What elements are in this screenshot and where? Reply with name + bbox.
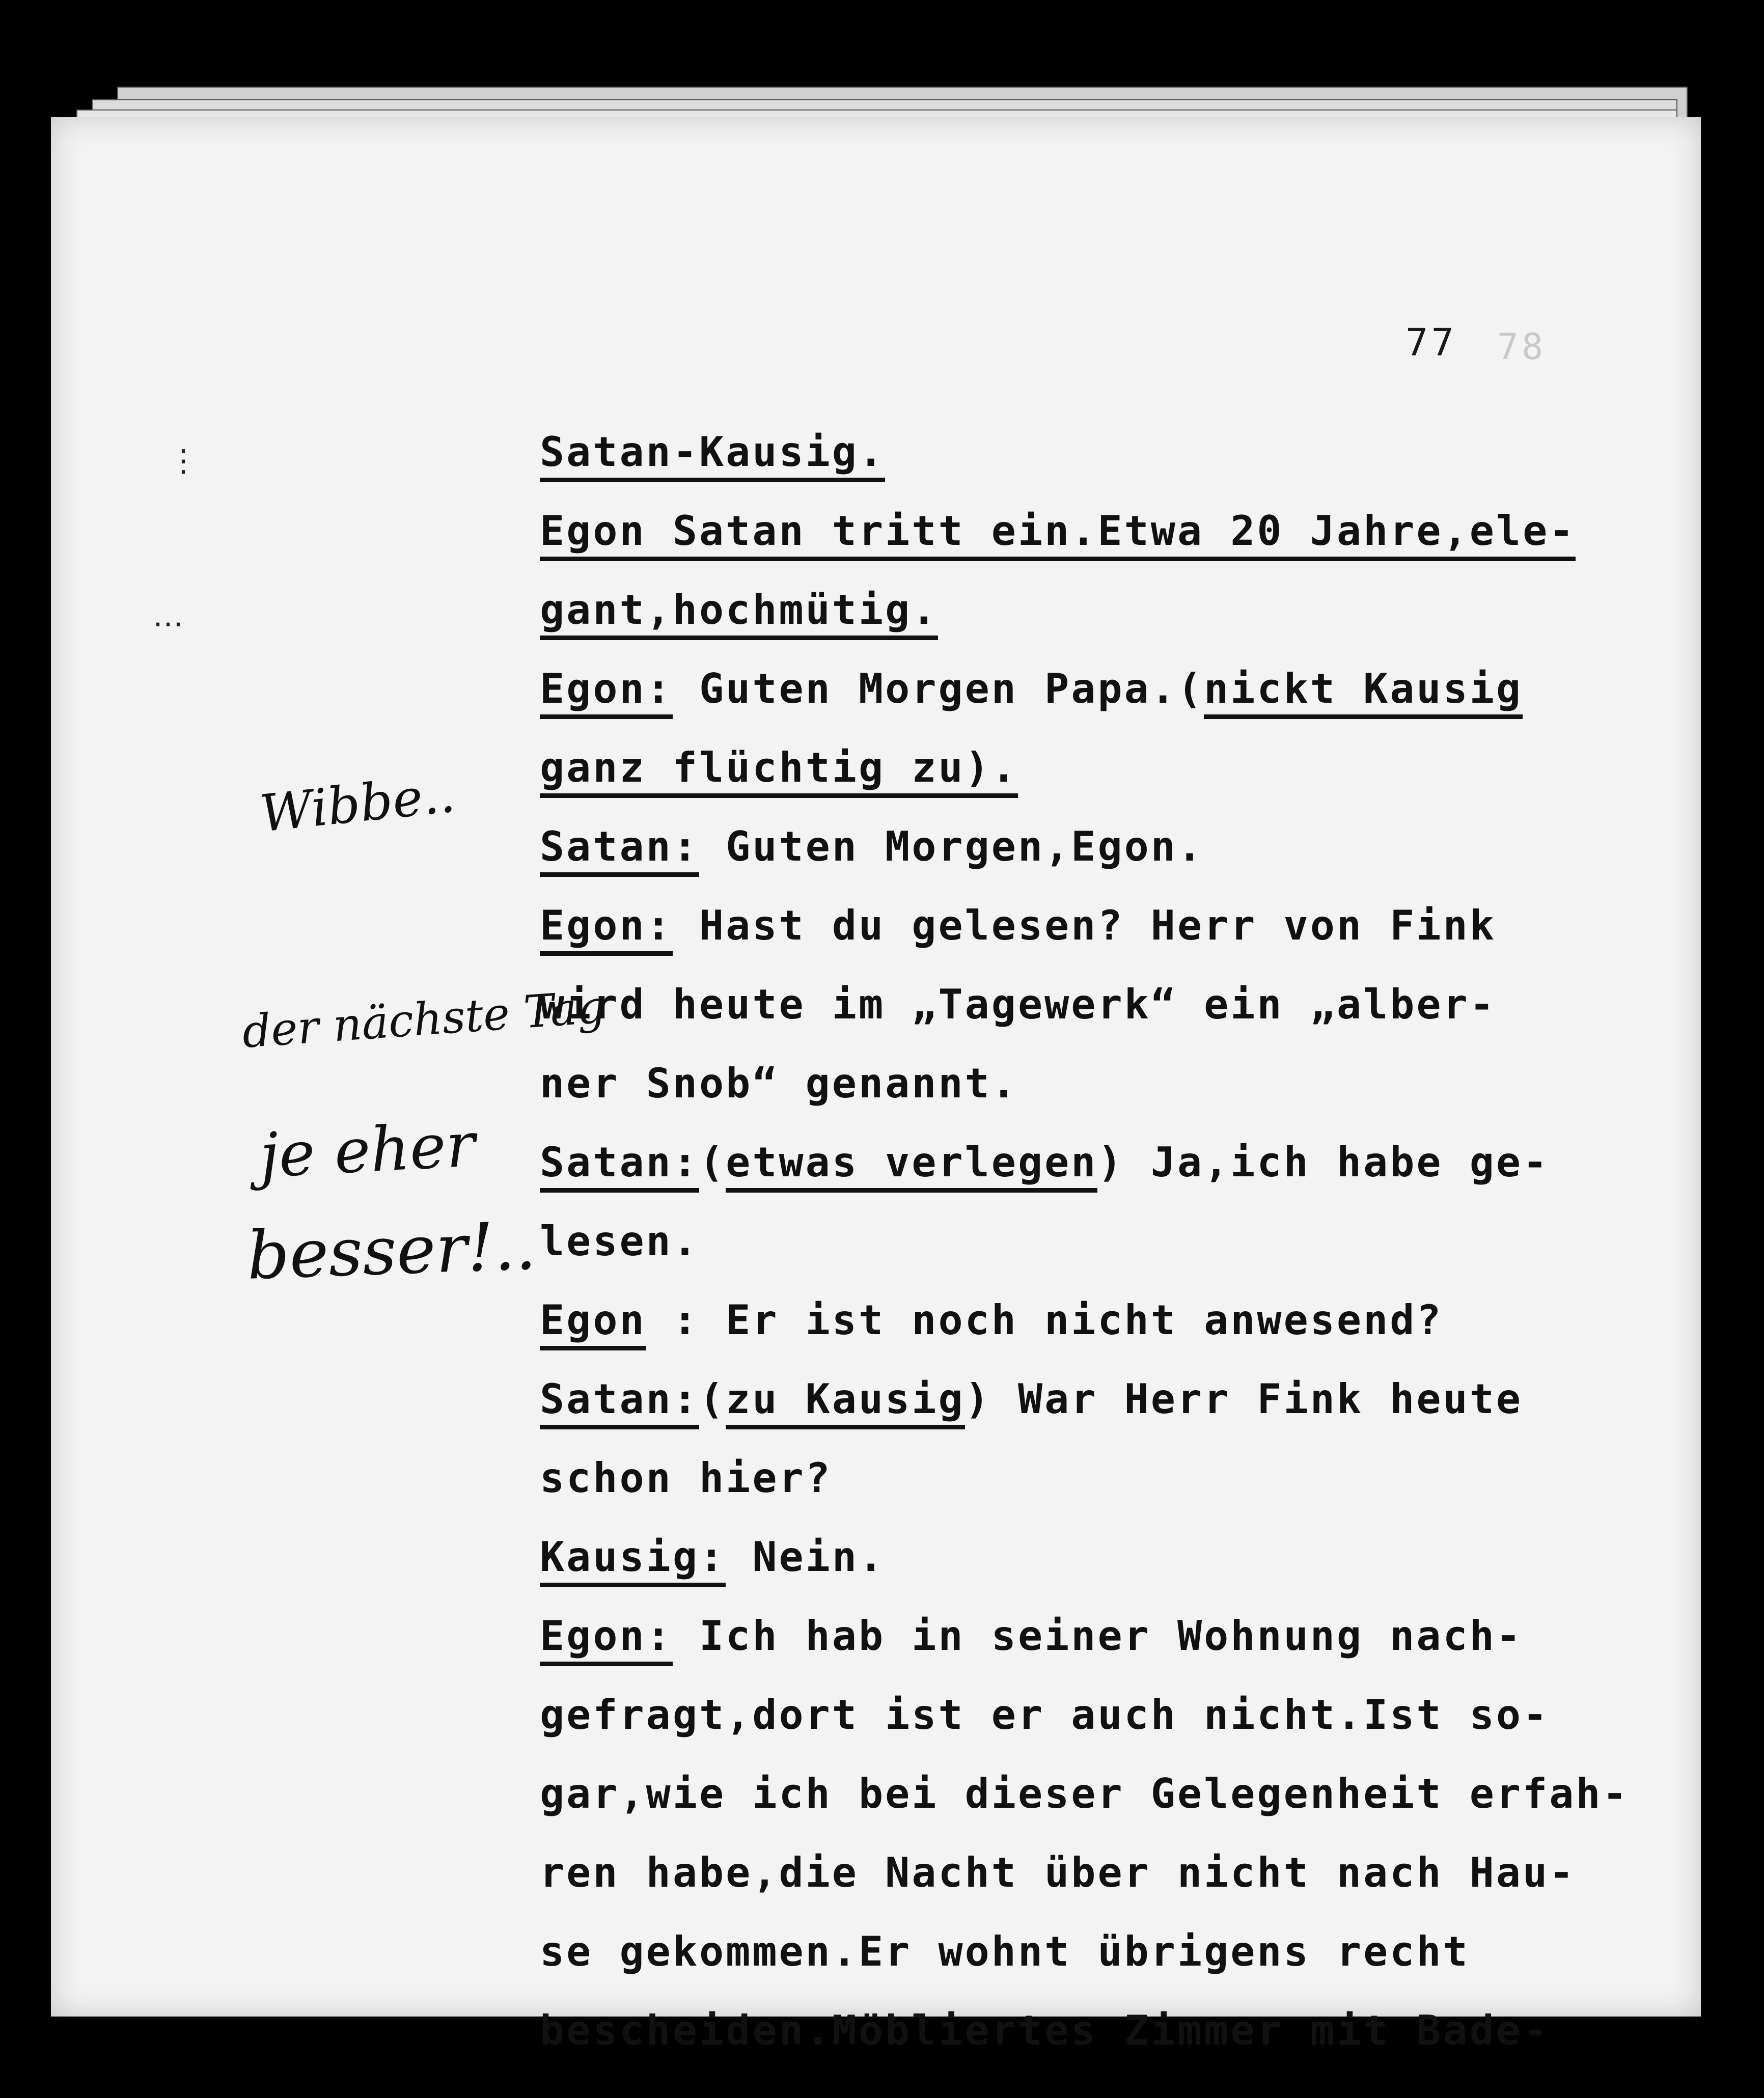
script-line [540, 965, 1721, 1044]
script-line [540, 491, 1721, 570]
line-text: bescheiden.Möbliertes Zimmer mit Bade- [540, 2007, 1550, 2054]
underlined-text: Egon Satan tritt ein.Etwa 20 Jahre,ele- [540, 507, 1576, 561]
typed-script-text [540, 412, 1721, 2070]
line-text: : Er ist noch nicht anwesend? [646, 1296, 1443, 1344]
script-line [540, 412, 1721, 491]
line-text: ren habe,die Nacht über nicht nach Hau- [540, 1849, 1576, 1896]
script-line [540, 1517, 1721, 1596]
script-line [540, 1281, 1721, 1360]
line-text: se gekommen.Er wohnt übrigens recht [540, 1928, 1470, 1975]
underlined-text: nickt Kausig [1204, 665, 1523, 719]
line-text: ) Ja,ich habe ge- [1097, 1139, 1550, 1186]
script-line [540, 1991, 1721, 2070]
underlined-text: Satan: [540, 1139, 699, 1193]
underlined-text: Egon [540, 1296, 646, 1350]
script-line [540, 1912, 1721, 1991]
script-line [540, 570, 1721, 649]
underlined-text: etwas verlegen [726, 1139, 1097, 1193]
script-line [540, 1360, 1721, 1439]
margin-note: je eher [258, 1110, 477, 1192]
script-line [540, 1833, 1721, 1912]
manuscript-page [51, 117, 1701, 2054]
underlined-text: ganz flüchtig zu). [540, 744, 1018, 798]
line-text: ( [699, 1375, 726, 1423]
underlined-text: Egon: [540, 902, 673, 956]
line-text: wird heute im „Tagewerk“ ein „alber- [540, 981, 1496, 1028]
script-line [540, 1044, 1721, 1123]
script-line [540, 1123, 1721, 1202]
script-line [540, 1754, 1721, 1833]
page-number-bleed-through: 78 [1497, 326, 1547, 368]
line-text: schon hier? [540, 1454, 832, 1502]
underlined-text: Satan-Kausig. [540, 428, 885, 482]
margin-note: Wibbe.. [257, 764, 458, 844]
script-line [540, 1675, 1721, 1754]
underlined-text: Kausig: [540, 1533, 726, 1587]
underlined-text: gant,hochmütig. [540, 586, 938, 640]
script-line [540, 1596, 1721, 1675]
underlined-text: Satan: [540, 823, 699, 877]
line-text: Nein. [726, 1533, 886, 1581]
line-text: lesen. [540, 1218, 699, 1265]
script-line [540, 1202, 1721, 1281]
underlined-text: Egon: [540, 665, 673, 719]
underlined-text: Egon: [540, 1612, 673, 1666]
script-line [540, 728, 1721, 807]
line-text: gefragt,dort ist er auch nicht.Ist so- [540, 1691, 1550, 1738]
line-text: ) War Herr Fink heute [964, 1375, 1523, 1423]
line-text: gar,wie ich bei dieser Gelegenheit erfah- [540, 1770, 1629, 1817]
line-text: Ich hab in seiner Wohnung nach- [672, 1612, 1523, 1660]
underlined-text: zu Kausig [726, 1375, 964, 1429]
script-line [540, 1439, 1721, 1517]
script-line [540, 886, 1721, 965]
underlined-text: Satan: [540, 1375, 699, 1429]
margin-mark: ⋮ [168, 443, 199, 479]
margin-mark: ⋯ [153, 606, 183, 642]
line-text: Guten Morgen Papa.( [672, 665, 1204, 712]
script-line [540, 807, 1721, 886]
script-line [540, 649, 1721, 728]
page-number: 77 [1405, 321, 1457, 365]
line-text: Hast du gelesen? Herr von Fink [672, 902, 1496, 949]
margin-note: besser!.. [245, 1207, 538, 1294]
line-text: ( [699, 1139, 726, 1186]
line-text: Guten Morgen,Egon. [699, 823, 1204, 870]
line-text: ner Snob“ genannt. [540, 1060, 1018, 1107]
margin-note: der nächste Tag [240, 980, 608, 1058]
